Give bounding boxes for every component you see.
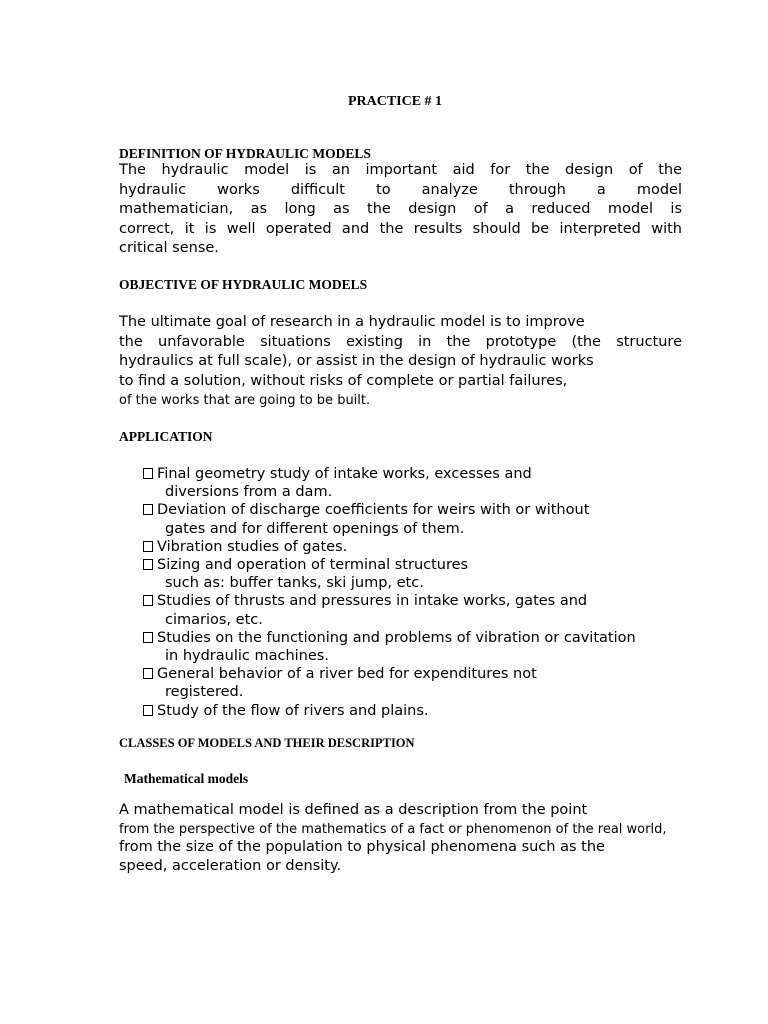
paragraph-line: to find a solution, without risks of complete or partial failures,	[119, 372, 568, 389]
list-item-text: registered.	[165, 684, 244, 701]
bullet-box-icon	[143, 504, 153, 515]
list-item	[143, 501, 636, 537]
definition-heading: DEFINITION OF HYDRAULIC MODELS	[119, 146, 371, 161]
paragraph-line: hydraulics at full scale), or assist in the design of hydraulic works	[119, 353, 594, 369]
list-item-text: such as: buffer tanks, ski jump, etc.	[165, 575, 424, 592]
paragraph-line: of the works that are going to be built.	[119, 393, 371, 408]
definition-paragraph	[119, 161, 682, 259]
paragraph-line: from the size of the population to physical phenomena such as the	[119, 838, 605, 855]
list-item	[143, 465, 636, 501]
list-item-text: Studies on the functioning and problems of vibration or cavitation	[157, 629, 636, 646]
paragraph-line: the unfavorable situations existing in the prototype (the structure	[119, 333, 682, 350]
page-title: PRACTICE # 1	[347, 94, 443, 109]
paragraph-line: hydraulic works difficult to analyze through a model	[119, 181, 682, 198]
list-item	[143, 665, 636, 701]
bullet-box-icon	[143, 559, 153, 570]
classes-paragraph	[119, 801, 682, 877]
list-item-text: Studies of thrusts and pressures in intake works, gates and	[157, 593, 588, 610]
paragraph-line: The ultimate goal of research in a hydraulic model is to improve	[119, 314, 585, 330]
bullet-box-icon	[143, 668, 153, 679]
list-item-text: Vibration studies of gates.	[157, 538, 348, 555]
list-item-text: gates and for different openings of them.	[165, 520, 465, 537]
list-item-text: Study of the flow of rivers and plains.	[157, 702, 429, 719]
mathematical-models-subheading: Mathematical models	[124, 771, 249, 786]
classes-heading: CLASSES OF MODELS AND THEIR DESCRIPTION	[119, 736, 415, 750]
application-heading: APPLICATION	[119, 429, 213, 444]
paragraph-line: A mathematical model is defined as a description from the point	[119, 802, 588, 818]
list-item-text: diversions from a dam.	[165, 484, 333, 501]
paragraph-line: mathematician, as long as the design of a reduced model is	[119, 201, 682, 217]
paragraph-line: from the perspective of the mathematics of a fact or phenomenon of the real world,	[119, 821, 667, 837]
objective-heading: OBJECTIVE OF HYDRAULIC MODELS	[119, 277, 368, 292]
list-item-text: Sizing and operation of terminal structures	[157, 557, 469, 574]
bullet-box-icon	[143, 468, 153, 479]
bullet-box-icon	[143, 632, 153, 643]
bullet-box-icon	[143, 595, 153, 606]
list-item	[143, 556, 636, 592]
paragraph-line: The hydraulic model is an important aid for the design of the	[119, 162, 682, 178]
bullet-box-icon	[143, 705, 153, 716]
paragraph-line: speed, acceleration or density.	[119, 858, 342, 874]
list-item	[143, 702, 636, 720]
application-list	[143, 465, 636, 720]
list-item-text: General behavior of a river bed for expenditures not	[157, 666, 537, 683]
list-item	[143, 538, 636, 556]
list-item-text: cimarios, etc.	[165, 611, 263, 628]
list-item-text: Deviation of discharge coefficients for weirs with or without	[157, 502, 590, 519]
list-item	[143, 592, 636, 628]
paragraph-line: critical sense.	[119, 240, 219, 256]
paragraph-line: correct, it is well operated and the results should be interpreted with	[119, 220, 682, 237]
bullet-box-icon	[143, 541, 153, 552]
list-item-text: Final geometry study of intake works, excesses and	[157, 466, 532, 482]
list-item	[143, 629, 636, 665]
list-item-text: in hydraulic machines.	[165, 648, 329, 665]
objective-paragraph	[119, 313, 682, 411]
